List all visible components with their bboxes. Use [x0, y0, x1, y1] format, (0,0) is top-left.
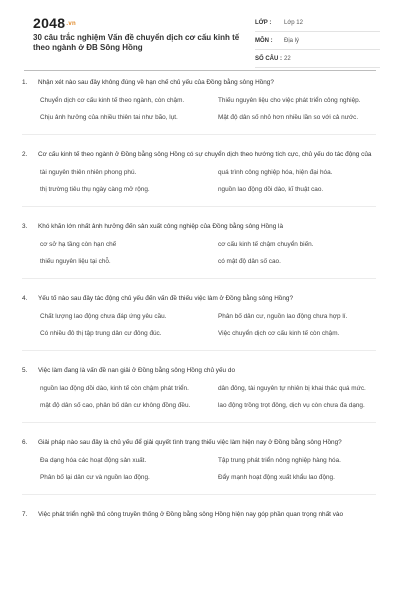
- meta-value: Lớp 12: [284, 19, 303, 26]
- logo-text: 2048: [33, 15, 66, 31]
- question-number: 6.: [22, 439, 28, 446]
- answer-option[interactable]: Phân bố lại dân cư và nguồn lao động.: [40, 474, 150, 481]
- site-logo[interactable]: [33, 15, 76, 31]
- header-divider: [24, 70, 376, 71]
- answer-option[interactable]: Thiếu nguyên liệu cho việc phát triển công nghiệp.: [218, 97, 361, 104]
- meta-row-class: [255, 14, 380, 32]
- answer-options: [0, 240, 400, 266]
- answer-option[interactable]: tài nguyên thiên nhiên phong phú.: [40, 169, 137, 176]
- answer-option[interactable]: Tập trung phát triển nông nghiệp hàng hóa.: [218, 457, 341, 464]
- question-divider: [22, 422, 376, 423]
- question-text: Yếu tố nào sau đây tác động chủ yếu đến vấn đề thiếu việc làm ở Đồng bằng sông Hồng?: [38, 295, 294, 302]
- question-header: [0, 366, 400, 375]
- question-header: [0, 78, 400, 87]
- answer-option[interactable]: thiếu nguyên liệu tại chỗ.: [40, 258, 111, 265]
- question-divider: [22, 494, 376, 495]
- question-text: Nhận xét nào sau đây không đúng về hạn chế chủ yếu của Đồng bằng sông Hồng?: [38, 79, 274, 86]
- answer-option[interactable]: nguồn lao động dồi dào, kĩ thuật cao.: [218, 186, 324, 193]
- answer-option[interactable]: Chất lượng lao động chưa đáp ứng yêu cầu.: [40, 313, 167, 320]
- question-divider: [22, 278, 376, 279]
- answer-option[interactable]: Mật độ dân số nhỏ hơn nhiều lần so với cả nước.: [218, 114, 359, 121]
- question-number: 3.: [22, 223, 28, 230]
- answer-option[interactable]: cơ cấu kinh tế chậm chuyển biến.: [218, 241, 314, 248]
- answer-option[interactable]: Chuyển dịch cơ cấu kinh tế theo ngành, còn chậm.: [40, 97, 185, 104]
- logo-suffix: .vn: [66, 21, 76, 28]
- question-item: [0, 78, 400, 135]
- meta-key: LỚP :: [255, 19, 272, 26]
- answer-options: [0, 168, 400, 194]
- question-list: [0, 78, 400, 534]
- answer-option[interactable]: Chịu ảnh hưởng của nhiều thiên tai như bão, lụt.: [40, 114, 178, 121]
- question-number: 1.: [22, 79, 28, 86]
- question-item: [0, 150, 400, 207]
- document-title: 30 câu trắc nghiệm Vấn đề chuyển dịch cơ cấu kinh tế theo ngành ở ĐB Sông Hồng: [33, 33, 240, 52]
- answer-option[interactable]: dân đông, tài nguyên tự nhiên bị khai thác quá mức.: [218, 385, 366, 392]
- meta-table: [255, 14, 380, 68]
- question-number: 2.: [22, 151, 28, 158]
- answer-option[interactable]: Đẩy mạnh hoạt động xuất khẩu lao động.: [218, 474, 335, 481]
- answer-option[interactable]: quá trình công nghiệp hóa, hiện đại hóa.: [218, 169, 333, 176]
- question-divider: [22, 206, 376, 207]
- question-header: [0, 294, 400, 303]
- question-divider: [22, 134, 376, 135]
- answer-options: [0, 384, 400, 410]
- answer-option[interactable]: Việc chuyển dịch cơ cấu kinh tế còn chậm.: [218, 330, 340, 337]
- question-item: [0, 366, 400, 423]
- question-header: [0, 222, 400, 231]
- question-item: [0, 294, 400, 351]
- meta-value: 22: [284, 55, 291, 62]
- question-number: 7.: [22, 511, 28, 518]
- question-text: Cơ cấu kinh tế theo ngành ở Đồng bằng sông Hồng có sự chuyển dịch theo hướng tích cực, chủ yếu do tác động của: [38, 151, 372, 158]
- answer-option[interactable]: nguồn lao động dồi dào, kinh tế còn chậm phát triển.: [40, 385, 189, 392]
- question-text: Khó khăn lớn nhất ảnh hưởng đến sản xuất công nghiệp của Đồng bằng sông Hồng là: [38, 223, 284, 230]
- question-text: Giải pháp nào sau đây là chủ yếu để giải quyết tình trạng thiếu việc làm hiện nay ở Đồng bằng sông Hồng?: [38, 439, 342, 446]
- answer-option[interactable]: lao động trồng trọt đông, dịch vụ còn chưa đa dạng.: [218, 402, 365, 409]
- document-header: [0, 0, 400, 64]
- question-item: [0, 438, 400, 495]
- question-item: [0, 510, 400, 519]
- answer-option[interactable]: cơ sở hạ tầng còn hạn chế: [40, 241, 117, 248]
- question-number: 5.: [22, 367, 28, 374]
- question-item: [0, 222, 400, 279]
- question-divider: [22, 350, 376, 351]
- answer-option[interactable]: Đa dạng hóa các hoạt động sản xuất.: [40, 457, 147, 464]
- meta-value: Địa lý: [284, 37, 300, 44]
- answer-option[interactable]: Phân bố dân cư, nguồn lao động chưa hợp lí.: [218, 313, 348, 320]
- answer-option[interactable]: có mật độ dân số cao.: [218, 258, 281, 265]
- answer-options: [0, 456, 400, 482]
- question-header: [0, 510, 400, 519]
- meta-key: MÔN :: [255, 37, 273, 44]
- answer-options: [0, 312, 400, 338]
- question-text: Việc phát triển nghề thủ công truyền thống ở Đồng bằng sông Hồng hiện nay góp phần quan trọng nhất vào: [38, 511, 344, 518]
- question-header: [0, 438, 400, 447]
- answer-option[interactable]: mật độ dân số cao, phân bố dân cư không đồng đều.: [40, 402, 191, 409]
- meta-key: SỐ CÂU :: [255, 55, 282, 62]
- question-text: Việc làm đang là vấn đề nan giải ở Đồng bằng sông Hồng chủ yếu do: [38, 367, 235, 374]
- meta-row-count: [255, 50, 380, 68]
- answer-option[interactable]: Có nhiều đô thị tập trung dân cư đông đúc.: [40, 330, 162, 337]
- answer-options: [0, 96, 400, 122]
- question-header: [0, 150, 400, 159]
- question-number: 4.: [22, 295, 28, 302]
- meta-row-subject: [255, 32, 380, 50]
- answer-option[interactable]: thị trường tiêu thụ ngày càng mở rộng.: [40, 186, 150, 193]
